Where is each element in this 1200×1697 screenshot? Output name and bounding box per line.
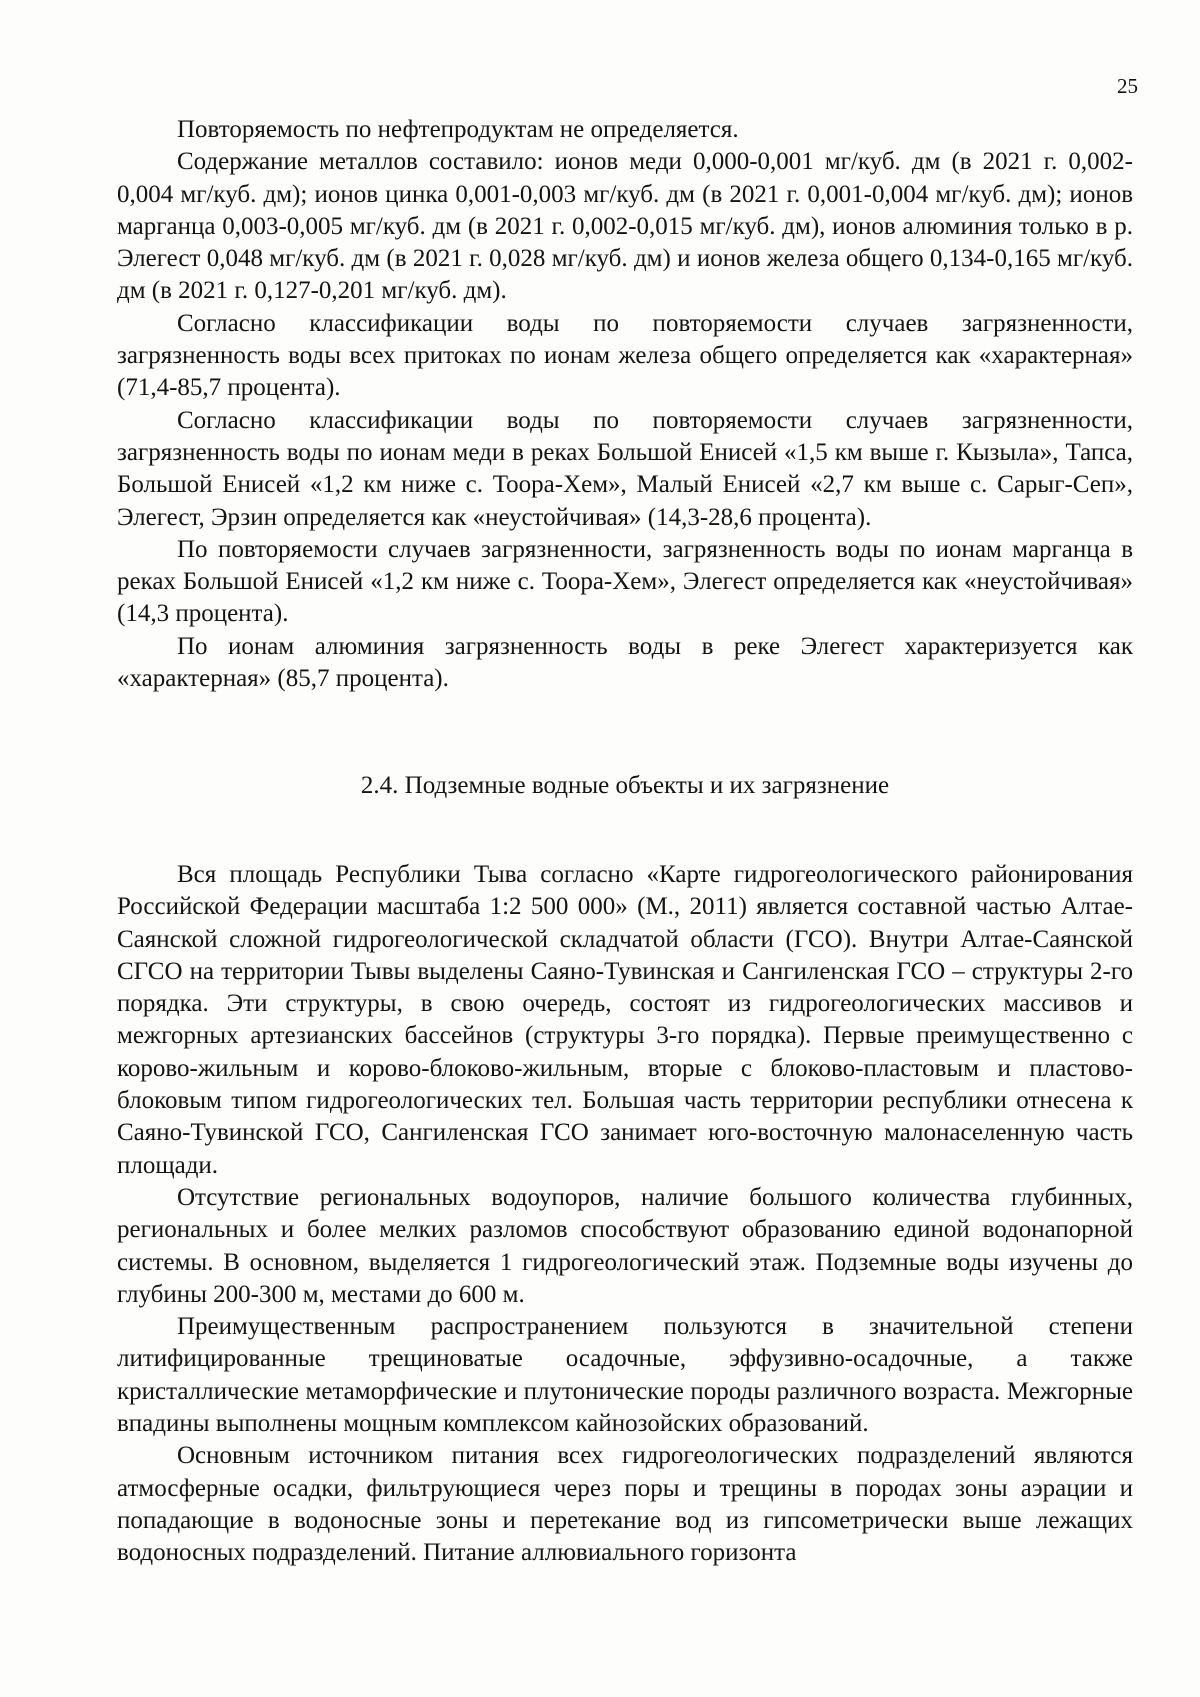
paragraph: Согласно классификации воды по повторяемости случаев загрязненности, загрязненность воды всех притоках по ионам железа общего определяется как «характерная» (71,4-85,7 процента).	[117, 309, 1133, 402]
paragraph: По повторяемости случаев загрязненности, загрязненность воды по ионам марганца в реках Большой Енисей «1,2 км ниже с. Тоора-Хем», Элегест определяется как «неустойчивая» (14,3 процента).	[117, 535, 1133, 628]
page-number: 25	[1117, 74, 1138, 98]
paragraph: Согласно классификации воды по повторяемости случаев загрязненности, загрязненность воды по ионам меди в реках Большой Енисей «1,5 км выше г. Кызыла», Тапса, Большой Енисей «1,2 км ниже с. Тоора-Хем», Малый Енисей «2,7 км выше с. Сарыг-Сеп», Элегест, Эрзин определяется как «неустойчивая» (14,3-28,6 процента).	[117, 406, 1133, 531]
paragraph: По ионам алюминия загрязненность воды в реке Элегест характеризуется как «характерная» (85,7 процента).	[117, 632, 1133, 693]
text-section-top	[117, 114, 1133, 695]
text-section-bottom	[117, 859, 1133, 1570]
paragraph: Содержание металлов составило: ионов меди 0,000-0,001 мг/куб. дм (в 2021 г. 0,002-0,004 мг/куб. дм); ионов цинка 0,001-0,003 мг/куб. дм (в 2021 г. 0,001-0,004 мг/куб. дм); ионов марганца 0,003-0,005 мг/куб. дм (в 2021 г. 0,002-0,015 мг/куб. дм), ионов алюминия только в р. Элегест 0,048 мг/куб. дм (в 2021 г. 0,028 мг/куб. дм) и ионов железа общего 0,134-0,165 мг/куб. дм (в 2021 г. 0,127-0,201 мг/куб. дм).	[117, 148, 1133, 305]
paragraph: Отсутствие региональных водоупоров, наличие большого количества глубинных, региональных и более мелких разломов способствуют образованию единой водонапорной системы. В основном, выделяется 1 гидрогеологический этаж. Подземные воды изучены до глубины 200-300 м, местами до 600 м.	[117, 1183, 1133, 1308]
paragraph: Вся площадь Республики Тыва согласно «Карте гидрогеологического районирования Российской Федерации масштаба 1:2 500 000» (М., 2011) является составной частью Алтае-Саянской сложной гидрогеологической складчатой области (ГСО). Внутри Алтае-Саянской СГСО на территории Тывы выделены Саяно-Тувинская и Сангиленская ГСО – структуры 2-го порядка. Эти структуры, в свою очередь, состоят из гидрогеологических массивов и межгорных артезианских бассейнов (структуры 3-го порядка). Первые преимущественно с корово-жильным и корово-блоково-жильным, вторые с блоково-пластовым и пластово-блоковым типом гидрогеологических тел. Большая часть территории республики отнесена к Саяно-Тувинской ГСО, Сангиленская ГСО занимает юго-восточную малонаселенную часть площади.	[117, 861, 1133, 1179]
paragraph: Основным источником питания всех гидрогеологических подразделений являются атмосферные осадки, фильтрующиеся через поры и трещины в породах зоны аэрации и попадающие в водоносные зоны и перетекание вод из гипсометрически выше лежащих водоносных подразделений. Питание аллювиального горизонта	[117, 1442, 1133, 1567]
section-heading: 2.4. Подземные водные объекты и их загрязнение	[360, 772, 890, 799]
paragraph: Преимущественным распространением пользуются в значительной степени литифицированные трещиноватые осадочные, эффузивно-осадочные, а также кристаллические метаморфические и плутонические породы различного возраста. Межгорные впадины выполнены мощным комплексом кайнозойских образований.	[117, 1313, 1133, 1438]
paragraph: Повторяемость по нефтепродуктам не определяется.	[177, 116, 739, 143]
